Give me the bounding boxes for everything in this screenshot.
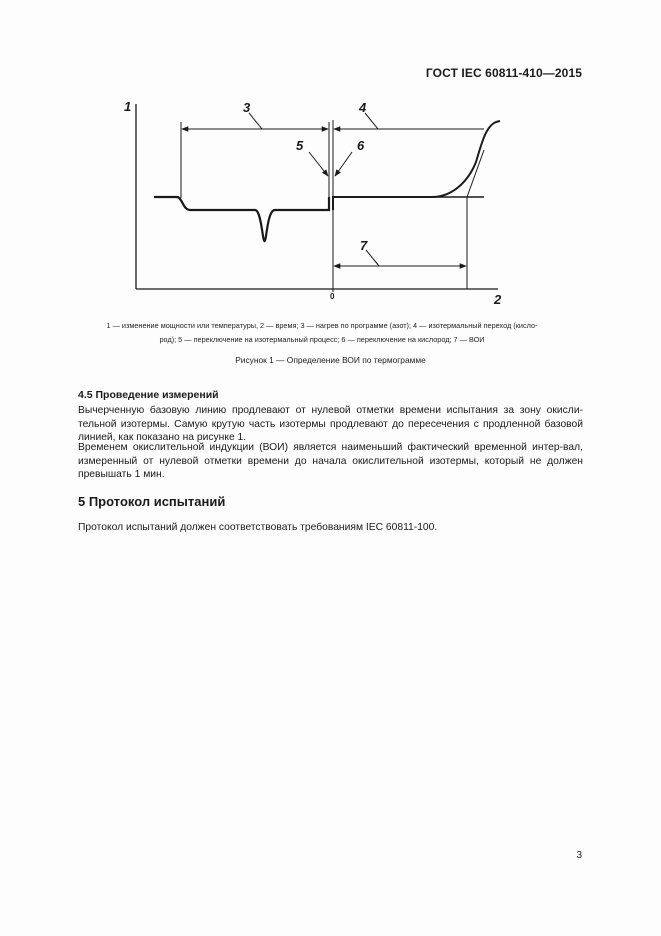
label-interval-3: 3	[243, 100, 251, 115]
paragraph: Временем окислительной индукции (ВОИ) является наименьший фактический временной интер-вал, измеренный от нулевой отметки времени до начала окислительной изотермы, который не должен превышать 1 мин.	[78, 442, 583, 481]
label-switch-5: 5	[296, 138, 304, 153]
pointer-6	[335, 152, 352, 176]
label-switch-6: 6	[357, 138, 365, 153]
label-zero: 0	[330, 292, 335, 301]
legend-line: род); 5 — переключение на изотермальный процесс; 6 — переключение на кислород; 7 — ВОИ	[159, 335, 485, 344]
label-interval-7: 7	[360, 238, 368, 253]
figure-legend	[48, 319, 596, 347]
paragraph: Протокол испытаний должен соответствовать требованиям IEC 60811-100.	[78, 522, 438, 533]
document-code: ГОСТ IEC 60811-410—2015	[425, 66, 582, 80]
leader-4	[365, 113, 378, 129]
leader-3	[249, 113, 262, 129]
figure-caption: Рисунок 1 — Определение ВОИ по термограмме	[235, 355, 426, 365]
label-axis-x: 2	[494, 292, 502, 307]
page-number: 3	[576, 850, 582, 861]
label-axis-y: 1	[124, 99, 132, 114]
label-interval-4: 4	[359, 100, 367, 115]
leader-7	[366, 250, 379, 266]
thermogram-curve-heating	[154, 197, 329, 241]
legend-line: 1 — изменение мощности или температуры, 2 — время; 3 — нагрев по программе (азот); 4 — изотермальный переход (кисло-	[106, 321, 538, 330]
thermogram-figure	[0, 0, 661, 320]
section-4-5-heading: 4.5 Проведение измерений	[78, 389, 219, 401]
pointer-5	[309, 152, 328, 176]
paragraph: Вычерченную базовую линию продлевают от нулевой отметки времени испытания за зону окисли-тельной изотермы. Самую крутую часть изотермы продлевают до пересечения с продленной базовой линией, как показано на рисунке 1.	[78, 405, 583, 444]
section-5-heading: 5 Протокол испытаний	[78, 494, 226, 509]
